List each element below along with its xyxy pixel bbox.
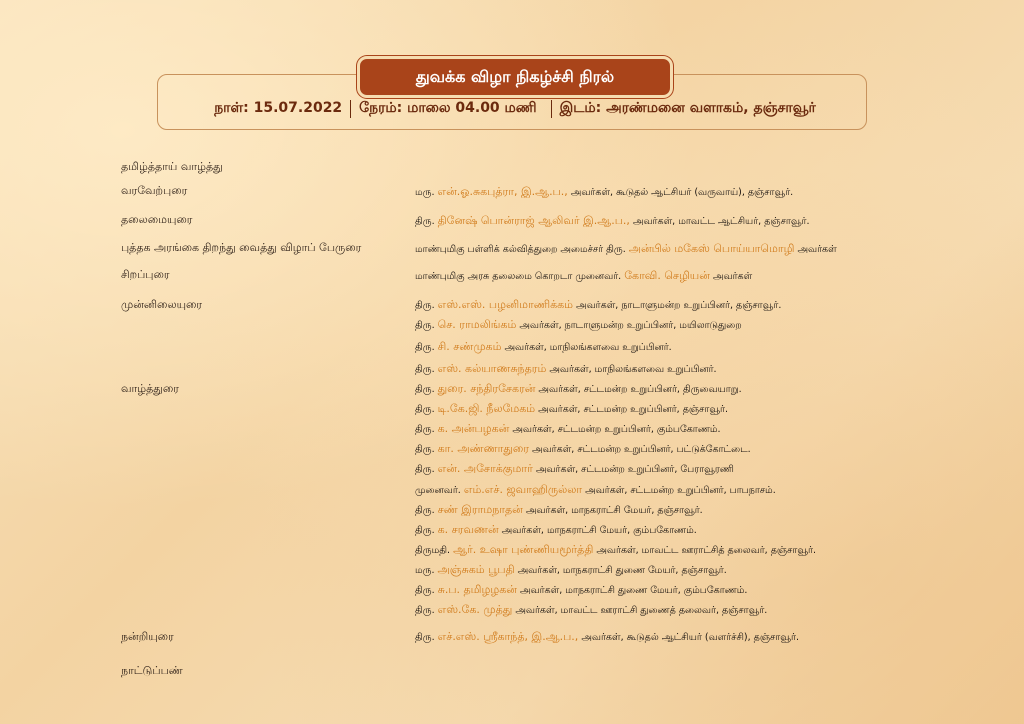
section-label: தமிழ்த்தாய் வாழ்த்து [121,160,223,173]
speaker-entry [415,442,751,457]
speaker-designation: அவர்கள், நாடாளுமன்ற உறுப்பினர், மயிலாடுதுறை [516,320,742,331]
speaker-designation: அவர்கள், மாவட்ட ஆட்சியர், தஞ்சாவூர். [629,216,810,227]
speaker-designation: அவர்கள், சட்டமன்ற உறுப்பினர், பாபநாசம். [582,485,776,496]
speaker-name: அஞ்சுகம் பூபதி [437,563,515,576]
speaker-name: துரை. சந்திரசேகரன் [437,382,536,395]
speaker-title: மாண்புமிகு அரசு தலைமை கொறடா முனைவர். [415,271,625,282]
speaker-entry [415,185,793,200]
speaker-title: திரு. [415,605,438,616]
speaker-title: மரு. [415,565,438,576]
speaker-name: சி. சண்முகம் [437,340,502,353]
speaker-name: க. சரவணன் [437,523,499,536]
speaker-entry [415,603,767,618]
speaker-name: அன்பில் மகேஸ் பொய்யாமொழி [628,242,795,255]
speaker-title: திரு. [415,300,438,311]
speaker-entry [415,298,781,313]
speaker-title: திரு. [415,320,438,331]
speaker-title: திரு. [415,404,438,415]
speaker-entry [415,630,799,645]
event-venue: இடம்: அரண்மனை வளாகம், தஞ்சாவூர் [559,100,816,116]
section-label: வரவேற்புரை [121,184,188,197]
speaker-entry [415,483,776,498]
speaker-title: திரு. [415,216,438,227]
section-label: சிறப்புரை [121,268,170,281]
speaker-entry [415,214,810,229]
speaker-entry [415,362,717,377]
section-label: புத்தக அரங்கை திறந்து வைத்து விழாப் பேருரை [121,241,362,254]
speaker-title: திரு. [415,464,438,475]
speaker-title: திரு. [415,384,438,395]
speaker-title: திரு. [415,585,438,596]
speaker-designation: அவர்கள், மாநகராட்சி மேயர், கும்பகோணம். [498,525,697,536]
speaker-name: எஸ்.எஸ். பழனிமாணிக்கம் [437,298,574,311]
speaker-name: எச்.எஸ். ஸ்ரீகாந்த், இ.ஆ.ப., [437,630,579,643]
section-label: நாட்டுப்பண் [121,664,183,677]
speaker-title: திரு. [415,505,438,516]
speaker-designation: அவர்கள், மாநிலங்களவை உறுப்பினர். [501,342,672,353]
speaker-designation: அவர்கள், மாவட்ட ஊராட்சி துணைத் தலைவர், தஞ்சாவூர். [512,605,768,616]
speaker-name: எஸ்.கே. முத்து [437,603,513,616]
speaker-title: மாண்புமிகு பள்ளிக் கல்வித்துறை அமைச்சர் திரு. [415,244,629,255]
speaker-title: மரு. [415,187,438,198]
speaker-name: க. அன்பழகன் [437,422,510,435]
speaker-name: கா. அண்ணாதுரை [437,442,530,455]
speaker-designation: அவர்கள், சட்டமன்ற உறுப்பினர், பேராவூரணி [532,464,734,475]
speaker-name: கோவி. செழியன் [624,269,710,282]
speaker-title: திரு. [415,632,438,643]
speaker-name: செ. ராமலிங்கம் [437,318,517,331]
speaker-entry [415,242,837,257]
speaker-designation: அவர்கள், கூடுதல் ஆட்சியர் (வருவாய்), தஞ்சாவூர். [567,187,794,198]
speaker-title: திரு. [415,525,438,536]
speaker-designation: அவர்கள், மாநிலங்களவை உறுப்பினர். [546,364,717,375]
speaker-entry [415,269,752,284]
event-meta [170,97,860,121]
speaker-designation: அவர்கள், சட்டமன்ற உறுப்பினர், திருவையாறு. [535,384,742,395]
speaker-name: டி.கே.ஜி. நீலமேகம் [437,402,536,415]
speaker-designation: அவர்கள், மாநகராட்சி துணை மேயர், கும்பகோணம். [516,585,748,596]
section-label: தலைமையுரை [121,213,193,226]
speaker-designation: அவர்கள், கூடுதல் ஆட்சியர் (வளர்ச்சி), தஞ்சாவூர். [578,632,799,643]
speaker-title: திரு. [415,342,438,353]
speaker-designation: அவர்கள் [709,271,753,282]
event-time: நேரம்: மாலை 04.00 மணி [359,100,537,116]
speaker-entry [415,543,816,558]
speaker-name: எஸ். கல்யாணசுந்தரம் [437,362,547,375]
event-date: நாள்: 15.07.2022 [214,100,343,116]
speaker-designation: அவர்கள், சட்டமன்ற உறுப்பினர், கும்பகோணம். [509,424,721,435]
speaker-entry [415,422,721,437]
program-title: துவக்க விழா நிகழ்ச்சி நிரல் [357,56,673,98]
section-label: நன்றியுரை [121,630,174,643]
speaker-title: திரு. [415,424,438,435]
speaker-title: திருமதி. [415,545,454,556]
speaker-name: தினேஷ் பொன்ராஜ் ஆலிவர் இ.ஆ.ப., [437,214,630,227]
speaker-name: என். அசோக்குமார் [437,462,533,475]
speaker-designation: அவர்கள், சட்டமன்ற உறுப்பினர், பட்டுக்கோட்டை. [529,444,751,455]
speaker-name: சண் இராமநாதன் [437,503,523,516]
divider [350,100,351,118]
speaker-entry [415,318,742,333]
speaker-entry [415,563,727,578]
divider [551,100,552,118]
speaker-entry [415,382,742,397]
speaker-name: சு.ப. தமிழழகன் [437,583,517,596]
speaker-name: என்.ஓ.சுகபுத்ரா, இ.ஆ.ப., [437,185,568,198]
speaker-entry [415,402,728,417]
speaker-designation: அவர்கள், சட்டமன்ற உறுப்பினர், தஞ்சாவூர். [535,404,729,415]
speaker-entry [415,503,703,518]
speaker-entry [415,462,734,477]
section-label: முன்னிலையுரை [121,298,203,311]
speaker-entry [415,583,747,598]
speaker-entry [415,523,697,538]
speaker-name: ஆர். உஷா புண்ணியமூர்த்தி [453,543,594,556]
section-label: வாழ்த்துரை [121,382,179,395]
speaker-designation: அவர்கள் [794,244,837,255]
speaker-title: முனைவர். [415,485,464,496]
speaker-name: எம்.எச். ஜவாஹிருல்லா [463,483,583,496]
speaker-entry [415,340,672,355]
speaker-title: திரு. [415,444,438,455]
speaker-title: திரு. [415,364,438,375]
speaker-designation: அவர்கள், மாவட்ட ஊராட்சித் தலைவர், தஞ்சாவூர். [593,545,817,556]
speaker-designation: அவர்கள், நாடாளுமன்ற உறுப்பினர், தஞ்சாவூர். [573,300,782,311]
speaker-designation: அவர்கள், மாநகராட்சி மேயர், தஞ்சாவூர். [522,505,703,516]
speaker-designation: அவர்கள், மாநகராட்சி துணை மேயர், தஞ்சாவூர். [514,565,727,576]
